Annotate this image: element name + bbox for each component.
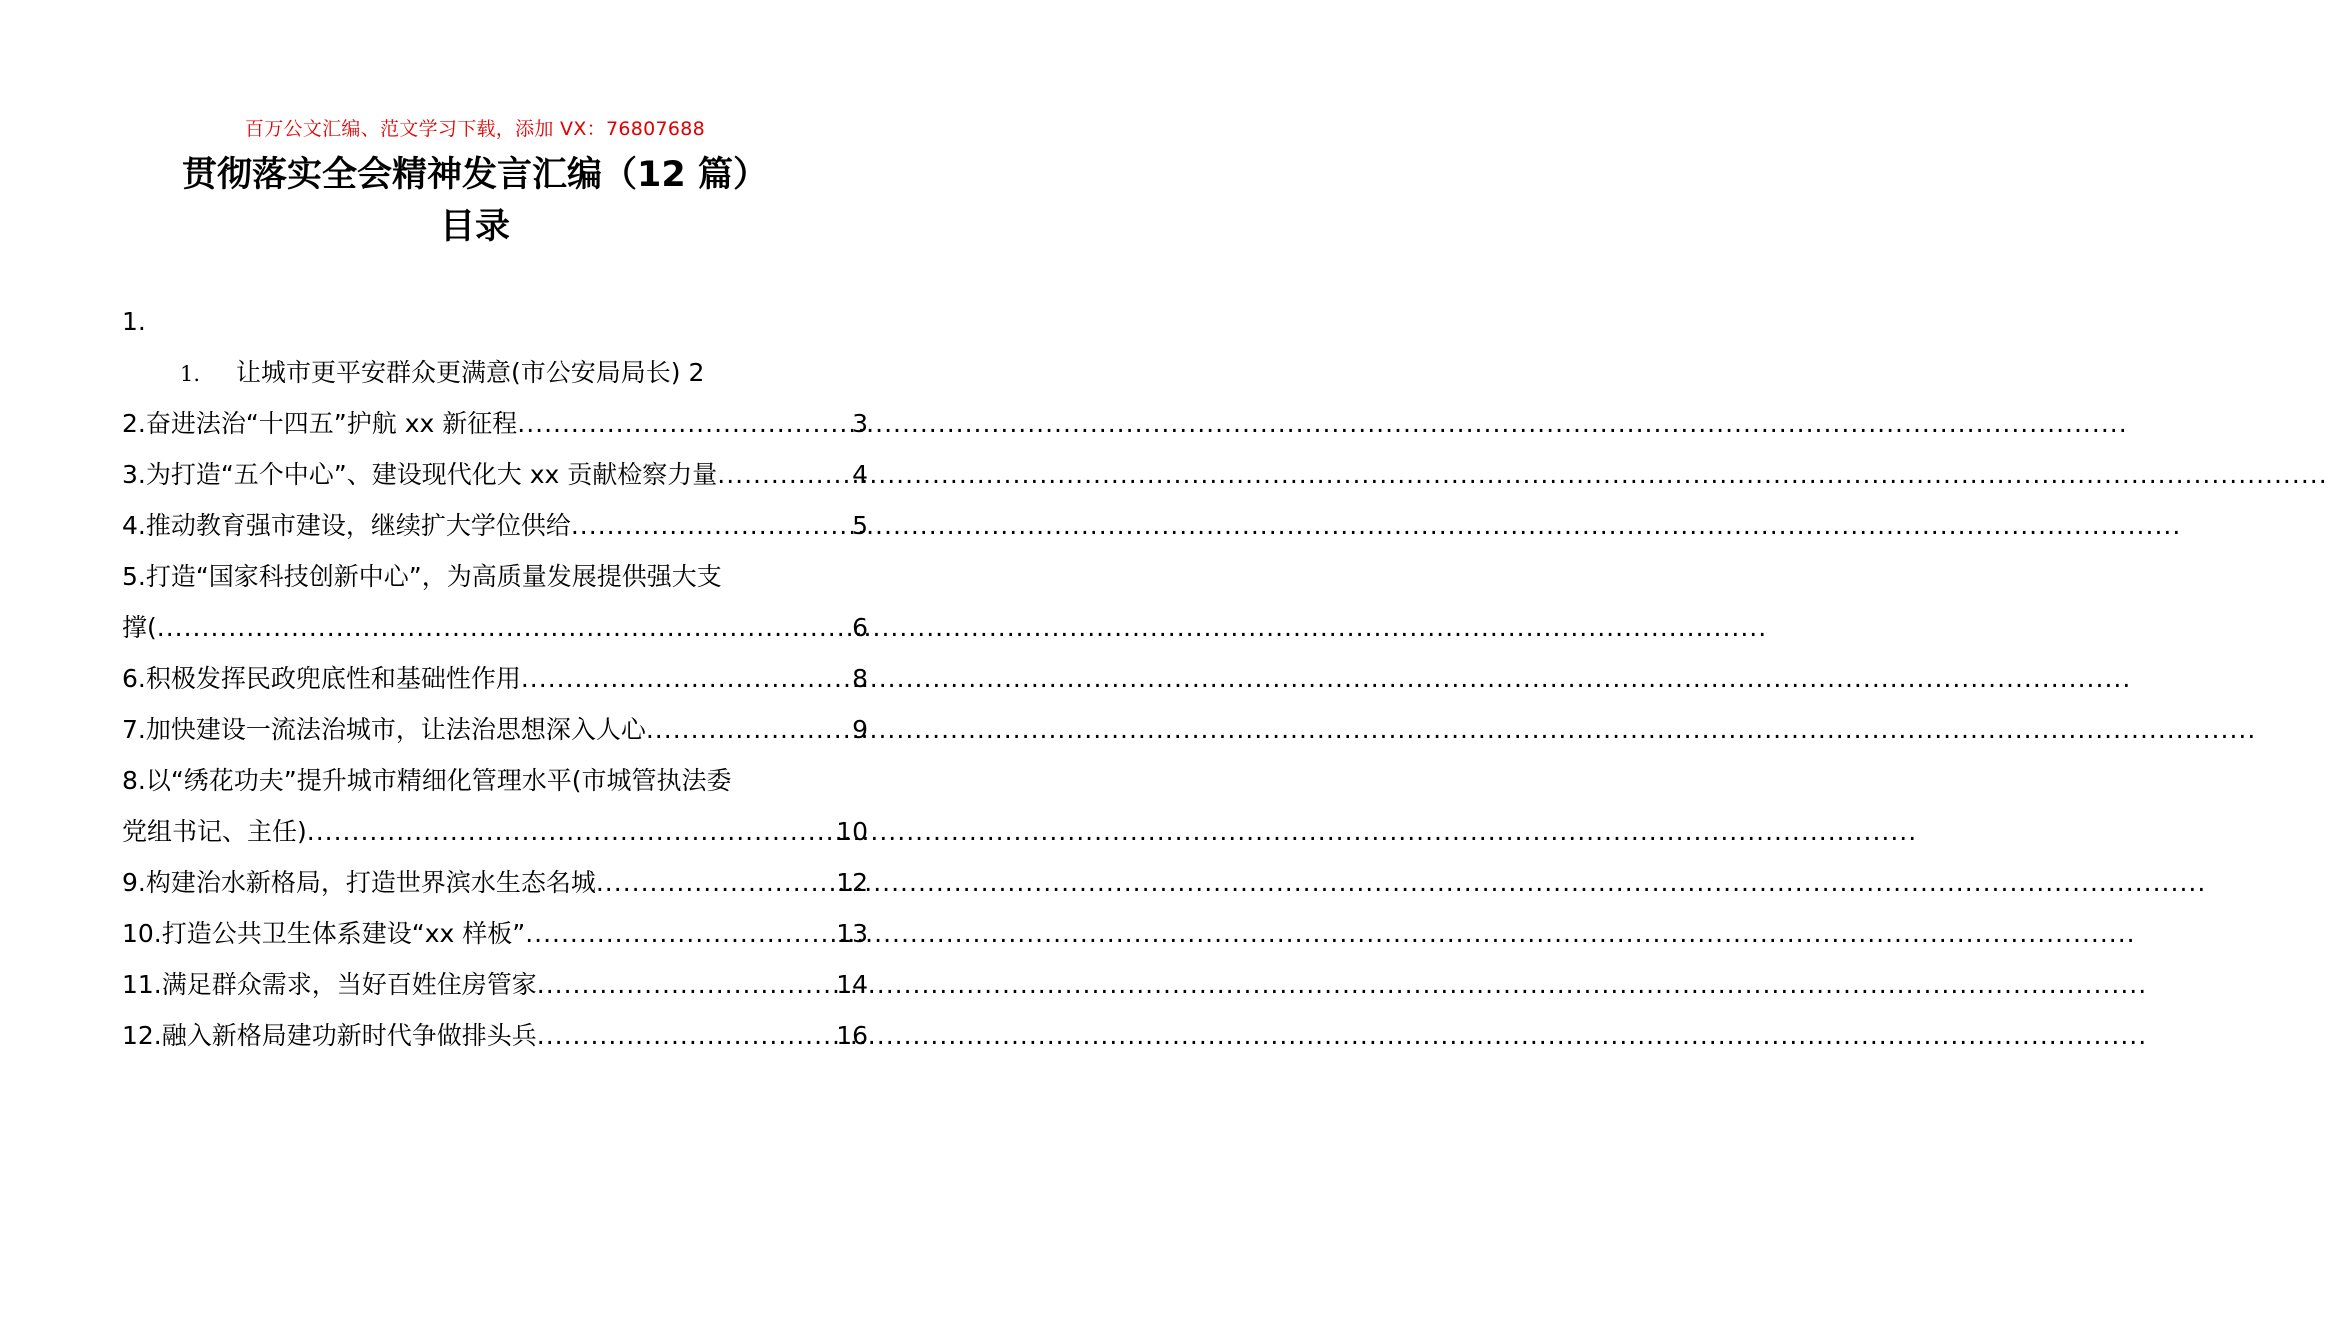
document-title: 贯彻落实全会精神发言汇编（12 篇） bbox=[182, 155, 768, 195]
toc-entry-11[interactable] bbox=[122, 959, 868, 1010]
toc-entry-3[interactable] bbox=[122, 449, 868, 500]
toc-entry-label: 2.奋进法治“十四五”护航 xx 新征程 bbox=[122, 409, 518, 438]
toc-entry-page: 8 bbox=[852, 664, 868, 693]
toc-entry-label: 撑( bbox=[122, 613, 157, 642]
toc-entry-page: 3 bbox=[852, 409, 868, 438]
toc-entry-9[interactable] bbox=[122, 857, 868, 908]
toc-number-line: 1. bbox=[122, 307, 146, 336]
toc-entry-label: 党组书记、主任) bbox=[122, 817, 307, 846]
toc-entry-5-line1[interactable]: 5.打造“国家科技创新中心”，为高质量发展提供强大支 bbox=[122, 562, 722, 591]
toc-entry-page: 4 bbox=[852, 460, 868, 489]
toc-entry-1-label: 让城市更平安群众更满意(市公安局局长) bbox=[236, 358, 681, 387]
toc-entry-1[interactable] bbox=[122, 347, 868, 398]
toc-entry-label: 7.加快建设一流法治城市，让法治思想深入人心 bbox=[122, 715, 646, 744]
toc-leader-dots bbox=[517, 398, 850, 449]
toc-entry-page: 6 bbox=[852, 613, 868, 642]
toc-entry-page: 10 bbox=[836, 817, 868, 846]
toc-leader-dots bbox=[596, 857, 834, 908]
toc-entry-10[interactable] bbox=[122, 908, 868, 959]
toc-entry-5[interactable] bbox=[122, 602, 868, 653]
toc-entry-label: 4.推动教育强市建设，继续扩大学位供给 bbox=[122, 511, 571, 540]
toc-entry-page: 14 bbox=[836, 970, 868, 999]
toc-entry-8-line1[interactable]: 8.以“绣花功夫”提升城市精细化管理水平(市城管执法委 bbox=[122, 766, 732, 795]
toc-entry-8[interactable] bbox=[122, 806, 868, 857]
toc-leader-dots bbox=[307, 806, 834, 857]
toc-leader-dots bbox=[717, 449, 850, 500]
toc-entry-7[interactable] bbox=[122, 704, 868, 755]
toc-entry-4[interactable] bbox=[122, 500, 868, 551]
toc-leader-dots bbox=[537, 959, 834, 1010]
toc-entry-label: 12.融入新格局建功新时代争做排头兵 bbox=[122, 1021, 537, 1050]
toc-entry-page: 12 bbox=[836, 868, 868, 897]
download-banner: 百万公文汇编、范文学习下载，添加 VX：76807688 bbox=[244, 118, 706, 140]
toc-entry-6[interactable] bbox=[122, 653, 868, 704]
toc-entry-label: 11.满足群众需求，当好百姓住房管家 bbox=[122, 970, 537, 999]
toc-entry-12[interactable] bbox=[122, 1010, 868, 1061]
table-of-contents bbox=[122, 296, 868, 1061]
toc-entry-label: 6.积极发挥民政兜底性和基础性作用 bbox=[122, 664, 521, 693]
document-page bbox=[0, 0, 950, 1335]
toc-leader-dots bbox=[537, 1010, 834, 1061]
toc-leader-dots bbox=[521, 653, 850, 704]
toc-entry-2[interactable] bbox=[122, 398, 868, 449]
toc-entry-1-page: 2 bbox=[688, 358, 705, 387]
toc-leader-dots bbox=[571, 500, 850, 551]
toc-entry-page: 13 bbox=[836, 919, 868, 948]
toc-entry-page: 16 bbox=[836, 1021, 868, 1050]
toc-leader-dots bbox=[525, 908, 834, 959]
toc-leader-dots bbox=[157, 602, 850, 653]
toc-leader-dots bbox=[646, 704, 850, 755]
toc-entry-label: 10.打造公共卫生体系建设“xx 样板” bbox=[122, 919, 526, 948]
toc-entry-1-number: 1. bbox=[180, 362, 201, 386]
toc-entry-label: 9.构建治水新格局，打造世界滨水生态名城 bbox=[122, 868, 596, 897]
toc-heading: 目录 bbox=[439, 207, 510, 247]
toc-entry-page: 9 bbox=[852, 715, 868, 744]
toc-entry-page: 5 bbox=[852, 511, 868, 540]
toc-entry-label: 3.为打造“五个中心”、建设现代化大 xx 贡献检察力量 bbox=[122, 460, 718, 489]
